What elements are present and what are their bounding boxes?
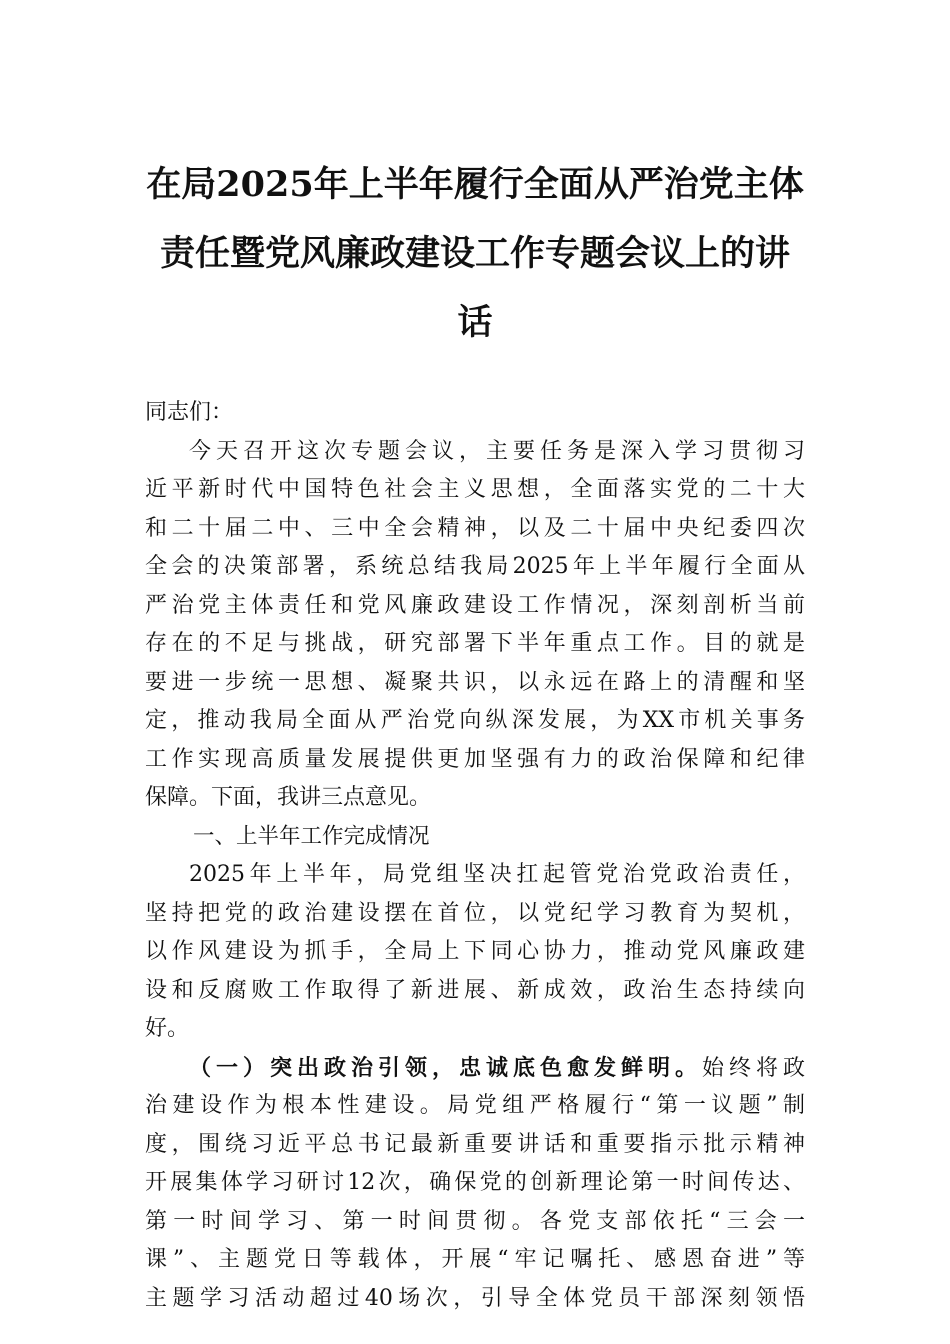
paragraph-line: 今天召开这次专题会议，主要任务是深入学习贯彻习 — [189, 438, 805, 464]
paragraph-line: 主题学习活动超过40场次，引导全体党员干部深刻领悟 — [145, 1285, 805, 1311]
paragraph-line: 近平新时代中国特色社会主义思想，全面落实党的二十大 — [145, 477, 805, 502]
paragraph-line: 以作风建设为抓手，全局上下同心协力，推动党风廉政建 — [145, 939, 805, 964]
paragraph-intro — [145, 433, 805, 818]
salutation-text: 同志们： — [145, 400, 234, 425]
paragraph-line: 治建设作为根本性建设。局党组严格履行“第一议题”制 — [145, 1093, 805, 1118]
paragraph-line: 定，推动我局全面从严治党向纵深发展，为XX市机关事务 — [145, 708, 805, 733]
salutation — [145, 394, 805, 433]
section-heading-1 — [145, 818, 805, 857]
paragraph-line: 2025年上半年，局党组坚决扛起管党治党政治责任， — [189, 862, 805, 887]
title-line-2: 责任暨党风廉政建设工作专题会议上的讲 — [159, 233, 790, 274]
paragraph-line-lead — [145, 1049, 805, 1088]
paragraph-line: 设和反腐败工作取得了新进展、新成效，政治生态持续向 — [145, 977, 805, 1003]
paragraph-line: 度，围绕习近平总书记最新重要讲话和重要指示批示精神 — [145, 1131, 805, 1157]
section-heading-text: 一、上半年工作完成情况 — [193, 823, 430, 849]
subsection-heading: （一）突出政治引领，忠诚底色愈发鲜明。 — [189, 1054, 702, 1081]
paragraph-line: 第一时间学习、第一时间贯彻。各党支部依托“三会一 — [145, 1208, 805, 1234]
paragraph-line: 存在的不足与挑战，研究部署下半年重点工作。目的就是 — [145, 631, 805, 656]
paragraph-line: 开展集体学习研讨12次，确保党的创新理论第一时间传达、 — [145, 1170, 805, 1195]
title-line-3: 话 — [457, 302, 493, 343]
subsection-lead-rest: 始终将政 — [701, 1055, 805, 1081]
paragraph-section-1 — [145, 856, 805, 1049]
paragraph-line: 严治党主体责任和党风廉政建设工作情况，深刻剖析当前 — [145, 592, 805, 618]
paragraph-line: 坚持把党的政治建设摆在首位，以党纪学习教育为契机， — [145, 900, 805, 926]
paragraph-line: 要进一步统一思想、凝聚共识，以永远在路上的清醒和坚 — [145, 669, 805, 695]
paragraph-line: 全会的决策部署，系统总结我局2025年上半年履行全面从 — [145, 554, 805, 579]
paragraph-line: 工作实现高质量发展提供更加坚强有力的政治保障和纪律 — [145, 746, 805, 772]
paragraph-line: 和二十届二中、三中全会精神，以及二十届中央纪委四次 — [145, 515, 805, 541]
document-body — [145, 394, 805, 1318]
document-title — [130, 150, 820, 357]
paragraph-line: 保障。下面，我讲三点意见。 — [145, 785, 432, 810]
paragraph-line: 课”、主题党日等载体，开展“牢记嘱托、感恩奋进”等 — [145, 1247, 805, 1272]
paragraph-line: 好。 — [145, 1016, 190, 1041]
title-line-1: 在局2025年上半年履行全面从严治党主体 — [146, 164, 804, 205]
paragraph-subsection-1 — [145, 1049, 805, 1319]
